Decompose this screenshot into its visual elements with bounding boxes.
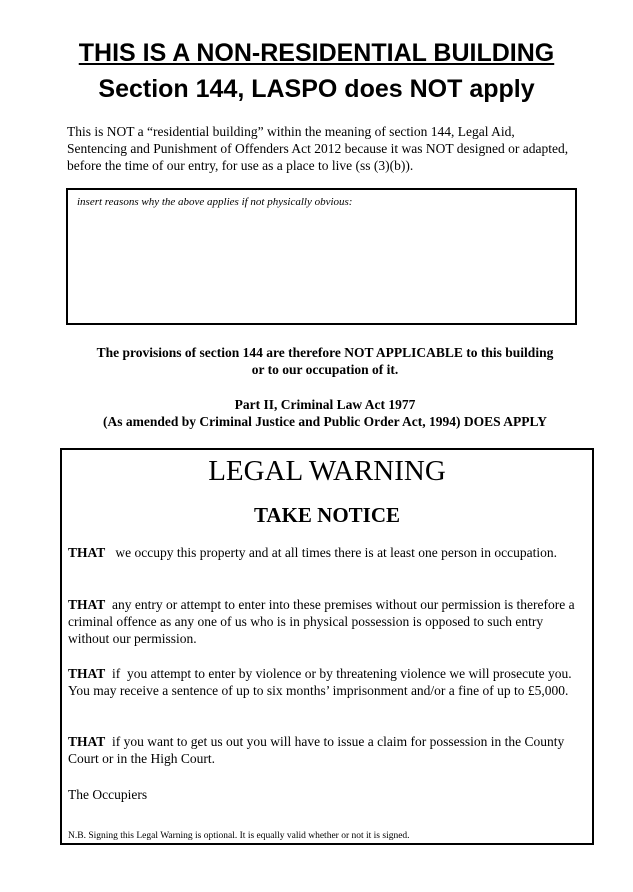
intro-paragraph: This is NOT a “residential building” within the meaning of section 144, Legal Aid, Sentencing and Punishment of Offenders Act 2012 because it was NOT designed or adapted, before the time of our entry, for use as a place to live (ss (3)(b)).	[67, 124, 569, 173]
legal-warning-box	[60, 448, 594, 845]
paragraph-lead: THAT	[68, 597, 106, 612]
paragraph-lead: THAT	[68, 666, 106, 681]
provisions-statement	[0, 344, 633, 378]
warning-paragraph-2	[68, 596, 586, 647]
signing-footnote: N.B. Signing this Legal Warning is optional. It is equally valid whether or not it is signed.	[68, 831, 410, 841]
occupiers-signature: The Occupiers	[68, 787, 148, 802]
reasons-hint: insert reasons why the above applies if not physically obvious:	[77, 196, 353, 208]
warning-paragraph-3	[68, 665, 586, 699]
provisions-line-1: The provisions of section 144 are therefore NOT APPLICABLE to this building	[96, 345, 554, 360]
paragraph-text: we occupy this property and at all times there is at least one person in occupation.	[105, 545, 558, 560]
part-ii-line-2: (As amended by Criminal Justice and Public Order Act, 1994) DOES APPLY	[102, 414, 548, 429]
notice-subtitle: Section 144, LASPO does NOT apply	[98, 75, 535, 103]
legal-warning-title: LEGAL WARNING	[208, 455, 446, 487]
reasons-box[interactable]	[66, 188, 577, 325]
provisions-line-2: or to our occupation of it.	[251, 362, 399, 377]
paragraph-lead: THAT	[68, 734, 106, 749]
notice-title: THIS IS A NON-RESIDENTIAL BUILDING	[78, 39, 555, 67]
paragraph-lead: THAT	[68, 545, 106, 560]
part-ii-line-1: Part II, Criminal Law Act 1977	[234, 397, 416, 412]
warning-paragraph-1	[68, 544, 586, 561]
part-ii-statement	[0, 396, 633, 430]
warning-paragraph-4	[68, 733, 586, 767]
paragraph-text: if you attempt to enter by violence or by threatening violence we will prosecute you. You may receive a sentence of up to six months’ imprisonment and/or a fine of up to £5,000.	[68, 666, 575, 698]
paragraph-text: if you want to get us out you will have to issue a claim for possession in the County Court or in the High Court.	[68, 734, 568, 766]
paragraph-text: any entry or attempt to enter into these premises without our permission is therefore a criminal offence as any one of us who is in physical possession is opposed to such entry without our permission.	[68, 597, 579, 646]
take-notice-heading: TAKE NOTICE	[253, 503, 401, 527]
